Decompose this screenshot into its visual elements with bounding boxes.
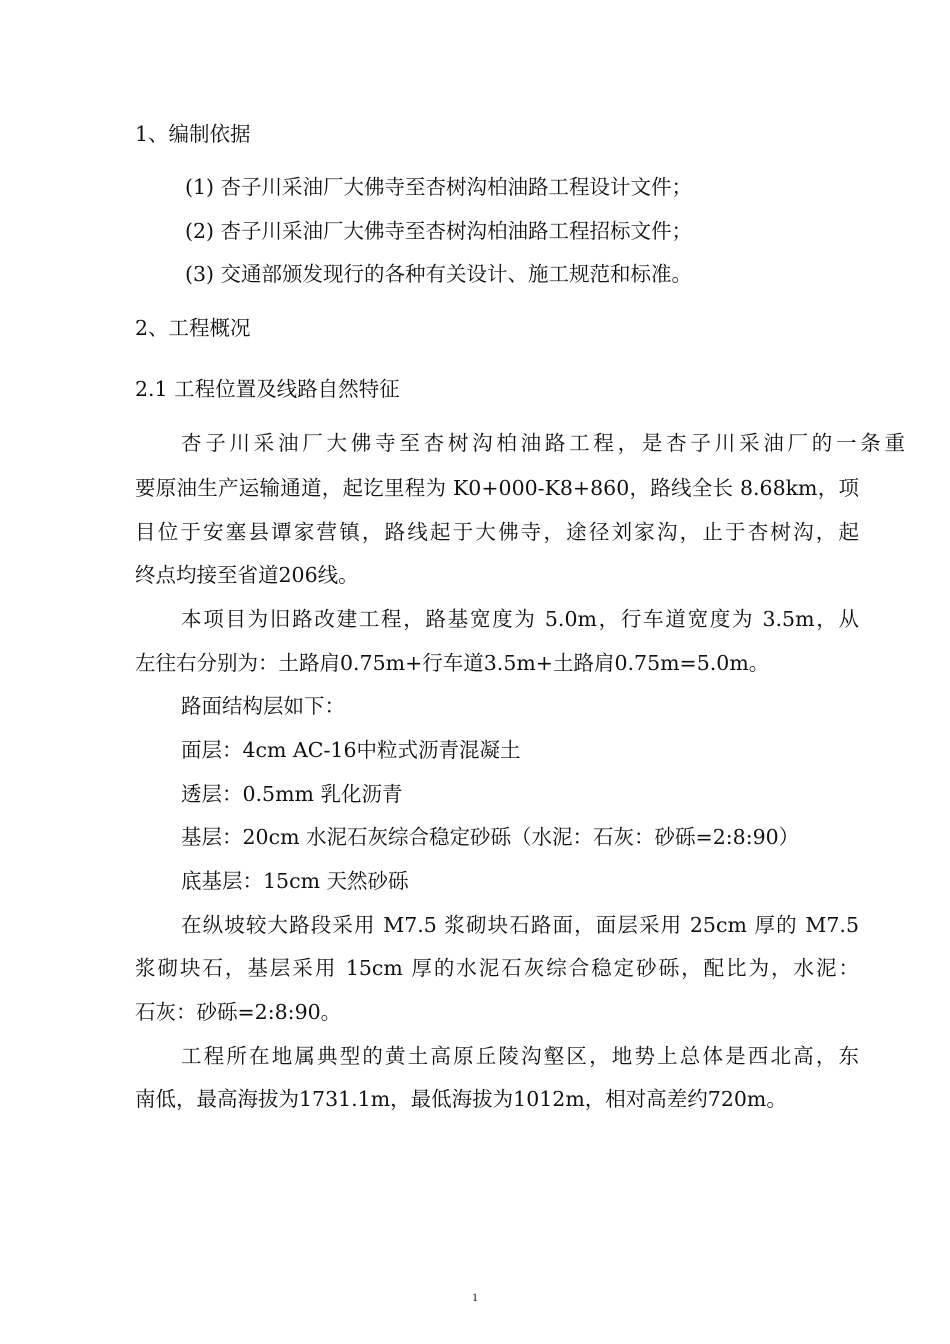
structure-base-layer: 基层：20cm 水泥石灰综合稳定砂砾（水泥：石灰：砂砾=2:8:90） bbox=[181, 825, 800, 849]
structure-intro: 路面结构层如下： bbox=[181, 694, 345, 718]
basis-item-1: (1) 杏子川采油厂大佛寺至杏树沟柏油路工程设计文件； bbox=[185, 175, 693, 199]
basis-item-2: (2) 杏子川采油厂大佛寺至杏树沟柏油路工程招标文件； bbox=[185, 219, 693, 243]
para2-line-2: 左往右分别为：土路肩0.75m+行车道3.5m+土路肩0.75m=5.0m。 bbox=[135, 651, 770, 675]
para4-line-1: 工程所在地属典型的黄土高原丘陵沟壑区，地势上总体是西北高，东 bbox=[181, 1044, 859, 1068]
structure-surface-layer: 面层：4cm AC-16中粒式沥青混凝土 bbox=[181, 738, 521, 762]
section-heading-1: 1、编制依据 bbox=[135, 122, 251, 146]
para1-line-1: 杏子川采油厂大佛寺至杏树沟柏油路工程，是杏子川采油厂的一条重 bbox=[181, 431, 905, 455]
para3-line-1: 在纵坡较大路段采用 M7.5 浆砌块石路面，面层采用 25cm 厚的 M7.5 bbox=[181, 913, 859, 937]
para3-line-3: 石灰：砂砾=2:8:90。 bbox=[135, 1000, 342, 1024]
para1-line-3: 目位于安塞县谭家营镇，路线起于大佛寺，途径刘家沟，止于杏树沟，起 bbox=[135, 520, 859, 544]
para3-line-2: 浆砌块石，基层采用 15cm 厚的水泥石灰综合稳定砂砾，配比为，水泥： bbox=[135, 956, 859, 980]
subsection-heading-2-1: 2.1 工程位置及线路自然特征 bbox=[135, 377, 400, 401]
para2-line-1: 本项目为旧路改建工程，路基宽度为 5.0m，行车道宽度为 3.5m，从 bbox=[181, 607, 859, 631]
section-heading-2: 2、工程概况 bbox=[135, 316, 251, 340]
structure-prime-layer: 透层：0.5mm 乳化沥青 bbox=[181, 782, 403, 806]
page-number: 1 bbox=[472, 1290, 478, 1304]
para1-line-2: 要原油生产运输通道，起讫里程为 K0+000-K8+860，路线全长 8.68km，项 bbox=[135, 476, 859, 500]
para4-line-2: 南低，最高海拔为1731.1m，最低海拔为1012m，相对高差约720m。 bbox=[135, 1087, 787, 1111]
basis-item-3: (3) 交通部颁发现行的各种有关设计、施工规范和标准。 bbox=[185, 262, 693, 286]
structure-subbase-layer: 底基层：15cm 天然砂砾 bbox=[181, 869, 409, 893]
para1-line-4: 终点均接至省道206线。 bbox=[135, 563, 359, 587]
